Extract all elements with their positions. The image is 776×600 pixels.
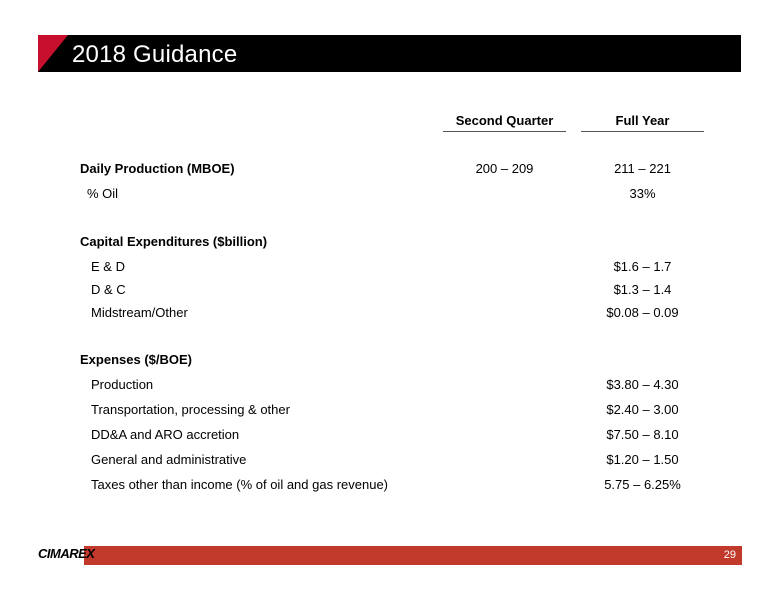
row-value-full-year: $0.08 – 0.09: [606, 305, 679, 320]
footer-bar: [84, 546, 742, 565]
row-label: Production: [91, 377, 154, 392]
table-row: [0, 161, 776, 179]
table-row: [0, 477, 776, 495]
logo-wordmark: CIMAREX: [38, 546, 95, 561]
column-header-second-quarter: Second Quarter: [455, 113, 554, 128]
row-value-full-year: $3.80 – 4.30: [606, 377, 679, 392]
row-value-full-year: 33%: [629, 186, 656, 201]
table-row: [0, 427, 776, 445]
row-label: General and administrative: [91, 452, 247, 467]
row-label: Taxes other than income (% of oil and gas revenue): [91, 477, 389, 492]
row-label: Midstream/Other: [91, 305, 188, 320]
column-rule-second-quarter: [443, 131, 566, 132]
row-value-full-year: $1.3 – 1.4: [613, 282, 672, 297]
row-value-full-year: $7.50 – 8.10: [606, 427, 679, 442]
table-row: [0, 402, 776, 420]
section-heading: Capital Expenditures ($billion): [80, 234, 268, 249]
row-label: % Oil: [87, 186, 119, 201]
row-value-quarter: 200 – 209: [475, 161, 534, 176]
row-label: Daily Production (MBOE): [80, 161, 235, 176]
table-row: [0, 452, 776, 470]
row-value-full-year: $1.6 – 1.7: [613, 259, 672, 274]
row-value-full-year: $2.40 – 3.00: [606, 402, 679, 417]
table-row: [0, 282, 776, 300]
row-label: Transportation, processing & other: [91, 402, 290, 417]
company-logo: [38, 543, 94, 567]
row-label: E & D: [91, 259, 125, 274]
section-heading: Expenses ($/BOE): [80, 352, 192, 367]
table-row: [0, 377, 776, 395]
page-number: 29: [723, 549, 736, 561]
column-rule-full-year: [581, 131, 704, 132]
table-row: [0, 305, 776, 323]
column-header-full-year: Full Year: [615, 113, 670, 128]
row-value-full-year: 211 – 221: [614, 161, 671, 176]
row-label: DD&A and ARO accretion: [91, 427, 240, 442]
row-value-full-year: $1.20 – 1.50: [606, 452, 679, 467]
row-value-full-year: 5.75 – 6.25%: [604, 477, 681, 492]
table-row: [0, 234, 776, 252]
page-title: 2018 Guidance: [72, 41, 238, 68]
row-label: D & C: [91, 282, 126, 297]
title-accent-stripe: [38, 35, 68, 72]
table-row: [0, 259, 776, 277]
table-row: [0, 186, 776, 204]
table-row: [0, 352, 776, 370]
